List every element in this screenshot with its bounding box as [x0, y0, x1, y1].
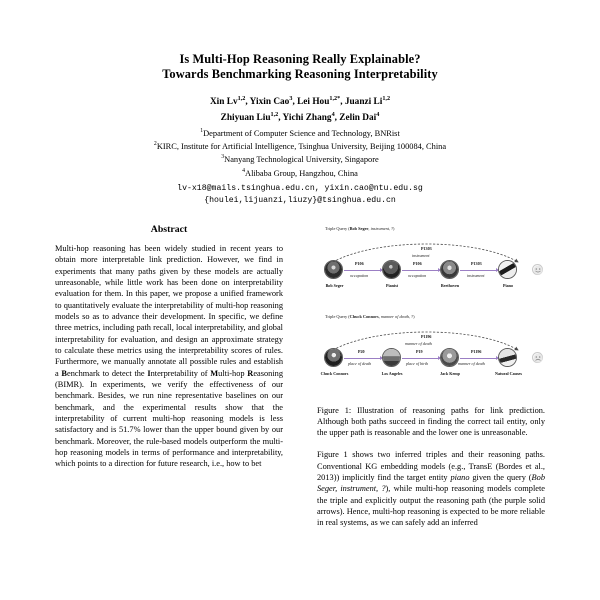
query-entity: Chuck Connors: [349, 313, 379, 319]
right-column: [317, 224, 545, 529]
graph-node-natural-causes[interactable]: [498, 348, 517, 367]
affiliation-2: $^2$KIRC, Institute for Artificial Intelligence, Tsinghua University, Beijing 100084, China: [153, 141, 447, 151]
edge-pid-lower-1: P20: [358, 348, 365, 354]
edge-pid-lower-3: P1196: [471, 348, 482, 354]
arc-relation-lower: manner of death: [405, 340, 432, 346]
figure-caption: Figure 1: Illustration of reasoning paths for link prediction. Although both paths succeed in finding the correct tail entity, only the upper path is reasonable and the lower one is unreasonable.: [317, 405, 545, 438]
title-line-2: Towards Benchmarking Reasoning Interpretability: [162, 67, 438, 82]
intro-italic-query: Bob Seger, instrument, ?: [317, 473, 545, 494]
left-column: [55, 224, 283, 529]
query-relation: manner of death: [380, 313, 410, 319]
node-label-3-upper: Beethoven: [440, 282, 460, 288]
query-suffix: , ?): [388, 225, 395, 231]
query-label-lower: [325, 314, 415, 319]
edge-relation-upper-3: instrument: [467, 272, 485, 278]
node-photo: [383, 349, 400, 366]
query-comma: ,: [368, 225, 371, 231]
query-entity: Bob Seger: [349, 225, 369, 231]
graph-node-pianist[interactable]: [382, 260, 401, 279]
body-columns: [55, 224, 545, 529]
affiliation-3: $^3$Nanyang Technological University, Singapore: [221, 154, 379, 165]
email-line-2: {houlei,lijuanzi,liuzy}@tsinghua.edu.cn: [204, 195, 396, 205]
affiliation-4: $^4$Alibaba Group, Hangzhou, China: [242, 167, 358, 178]
node-photo: [499, 349, 516, 366]
arc-pid-lower: P1196: [421, 333, 432, 339]
abstract-text: [55, 243, 283, 470]
node-label-2-upper: Pianist: [385, 282, 399, 288]
arc-pid-upper: P1303: [421, 245, 432, 251]
edge-upper-2: [402, 270, 440, 271]
edge-relation-upper-2: occupation: [408, 272, 427, 278]
intro-italic-piano: piano: [450, 473, 470, 483]
abstract-bold-i: I: [147, 368, 151, 378]
figure-panel-lower: [317, 312, 545, 398]
abstract-part-4: ulti-hop: [218, 368, 248, 378]
edge-relation-lower-2: place of birth: [406, 360, 429, 366]
query-label-upper: [325, 226, 394, 231]
node-label-1-upper: Bob Seger: [325, 282, 344, 288]
edge-pid-upper-1: P106: [355, 260, 364, 266]
query-suffix: , ?): [409, 313, 415, 319]
introduction-paragraph: [317, 449, 545, 528]
intro-part-2: given the query (: [469, 473, 532, 483]
query-prefix: Triple Query (: [325, 313, 350, 319]
abstract-bold-m: M: [210, 368, 219, 378]
graph-lower: [317, 333, 545, 382]
affiliation-1: $^1$Department of Computer Science and Technology, BNRist: [200, 128, 400, 138]
abstract-part-5: easoning (BIMR). In experiments, we verify the effectiveness of our benchmark. Besides, we run nine representative baselines on our benchmark, and the experimental results show that the interpretability of current multi-hop reasoning models is less satisfactory and is 51.7% lower than the upper bound given by our benchmark. Moreover, the rule-based models outperform the multi-hop reasoning models in terms of performance and interpretability, which points to a direction for future research, i.e., how to bet: [55, 368, 283, 469]
smile-face-icon: [532, 264, 543, 275]
graph-node-bob-seger[interactable]: [324, 260, 343, 279]
query-prefix: Triple Query (: [325, 225, 350, 231]
arc-relation-upper: instrument: [412, 252, 430, 258]
node-photo: [499, 261, 516, 278]
title-block: [55, 0, 545, 207]
edge-upper-3: [460, 270, 498, 271]
title-line-1: Is Multi-Hop Reasoning Really Explainable?: [179, 52, 421, 66]
email-line-1: lv-x18@mails.tsinghua.edu.cn, yixin.cao@ntu.edu.sg: [177, 183, 423, 193]
graph-node-piano[interactable]: [498, 260, 517, 279]
abstract-part-3: nterpretability of: [150, 368, 211, 378]
page-title: [55, 52, 545, 82]
author-line-1: Xin Lv$^{1,2}$, Yixin Cao$^3$, Lei Hou$^{1,2*}$, Juanzi Li$^{1,2}$: [209, 95, 391, 108]
column-gutter: [283, 224, 317, 529]
intro-part-3: ), while multi-hop reasoning models complete the triple and explicitly output the reasoning path (the purple solid arrows). Hence, multi-hop reasoning is expected to be more reliable in real systems, as we can safely add an inferred: [317, 484, 545, 528]
edge-lower-1: [344, 358, 382, 359]
node-label-4-upper: Piano: [502, 282, 513, 288]
abstract-bold-r: R: [247, 368, 254, 378]
edge-lower-2: [402, 358, 440, 359]
figure-panel-upper: [317, 224, 545, 310]
graph-node-los-angeles[interactable]: [382, 348, 401, 367]
edge-pid-lower-2: P19: [416, 348, 423, 354]
edge-upper-1: [344, 270, 382, 271]
node-photo: [383, 261, 400, 278]
author-line-2: Zhiyuan Liu$^{1,2}$, Yichi Zhang$^4$, Zelin Dai$^4$: [220, 110, 380, 123]
graph-node-chuck-connors[interactable]: [324, 348, 343, 367]
node-photo: [325, 349, 342, 366]
query-comma: ,: [378, 313, 381, 319]
node-label-4-lower: Natural Causes: [495, 370, 522, 376]
edge-relation-upper-1: occupation: [350, 272, 369, 278]
figure-1: [317, 224, 545, 439]
edge-lower-3: [460, 358, 498, 359]
edge-relation-lower-3: manner of death: [458, 360, 485, 366]
edge-pid-upper-2: P106: [413, 260, 422, 266]
node-photo: [325, 261, 342, 278]
node-photo: [441, 349, 458, 366]
node-photo: [441, 261, 458, 278]
graph-upper: [317, 245, 545, 294]
intro-part-1: Figure 1 shows two inferred triples and their reasoning paths. Conventional KG embedding models (e.g., TransE (Bordes et al., 2013)) implicitly find the target entity: [317, 450, 545, 483]
abstract-bold-b: B: [61, 368, 67, 378]
edge-pid-upper-3: P1303: [471, 260, 482, 266]
graph-node-jack-kemp[interactable]: [440, 348, 459, 367]
author-list: [55, 93, 545, 124]
graph-node-beethoven[interactable]: [440, 260, 459, 279]
abstract-part-1: Multi-hop reasoning has been widely studied in recent years to obtain more interpretable link prediction. However, we find in experiments that many paths given by these models are actually unreasonable, while little work has been done on interpretability evaluation for them. In this paper, we propose a unified framework to quantitatively evaluate the interpretability of multi-hop reasoning models so as to advance their development. In specific, we define three metrics, including path recall, local interpretability, and global interpretability for evaluation, and design an approximate strategy to calculate these metrics using the interpretability scores of rules. Furthermore, we manually annotate all possible rules and establish a: [55, 243, 283, 378]
query-relation: instrument: [370, 225, 389, 231]
frown-face-icon: [532, 352, 543, 363]
edge-relation-lower-1: place of death: [348, 360, 372, 366]
affiliation-list: [55, 126, 545, 179]
abstract-part-2: enchmark to detect the: [67, 368, 148, 378]
contact-emails: [55, 183, 545, 207]
node-label-3-lower: Jack Kemp: [440, 370, 460, 376]
node-label-2-lower: Los Angeles: [381, 370, 403, 376]
abstract-heading: Abstract: [150, 223, 188, 235]
node-label-1-lower: Chuck Connors: [320, 370, 349, 376]
